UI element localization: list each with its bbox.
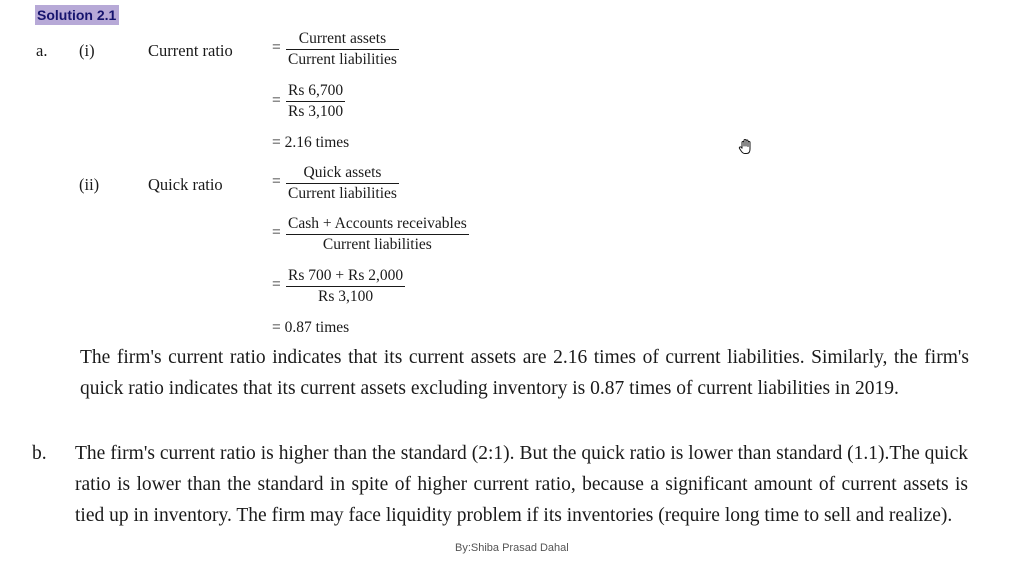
expanded-denominator: Current liabilities <box>322 236 432 253</box>
values-denominator: Rs 3,100 <box>317 288 374 305</box>
equals-sign: = <box>272 276 281 293</box>
part-a-ii-marker: (ii) <box>79 175 100 194</box>
hand-cursor-icon <box>737 138 755 156</box>
fraction-bar <box>286 49 399 50</box>
part-b-marker: b. <box>32 443 47 464</box>
formula-numerator: Quick assets <box>303 164 382 181</box>
current-ratio-label: Current ratio <box>148 41 233 60</box>
current-ratio-result: = 2.16 times <box>272 134 350 151</box>
expanded-numerator: Cash + Accounts receivables <box>288 215 467 232</box>
equals-sign: = <box>272 92 281 109</box>
current-ratio-values <box>286 82 345 121</box>
fraction-bar <box>286 286 405 287</box>
current-ratio-formula <box>286 30 399 69</box>
quick-ratio-label: Quick ratio <box>148 175 223 194</box>
quick-ratio-formula <box>286 164 399 203</box>
fraction-bar <box>286 101 345 102</box>
values-numerator: Rs 700 + Rs 2,000 <box>288 267 404 284</box>
part-b-interpretation: The firm's current ratio is higher than the standard (2:1). But the quick ratio is lower than standard (1.1).The quick ratio is lower than the standard in spite of higher current ratio, because a significant amount of current assets is tied up in inventory. The firm may face liquidity problem if its inventories (require long time to sell and realize). <box>75 443 968 526</box>
quick-ratio-expanded <box>286 215 469 254</box>
quick-ratio-values <box>286 267 405 306</box>
formula-denominator: Current liabilities <box>288 185 397 202</box>
equals-sign: = <box>272 224 281 241</box>
part-a-interpretation: The firm's current ratio indicates that its current assets are 2.16 times of current liabilities. Similarly, the firm's quick ratio indicates that its current assets excluding inventory is 0.87 times of current liabilities in 2019. <box>80 347 969 399</box>
solution-heading: Solution 2.1 <box>35 5 119 25</box>
author-footer: By:Shiba Prasad Dahal <box>455 542 569 554</box>
equals-sign: = <box>272 173 281 190</box>
values-numerator: Rs 6,700 <box>288 82 344 99</box>
part-a-marker: a. <box>36 41 48 60</box>
fraction-bar <box>286 183 399 184</box>
fraction-bar <box>286 234 469 235</box>
formula-denominator: Current liabilities <box>288 51 397 68</box>
equals-sign: = <box>272 39 281 56</box>
part-a-i-marker: (i) <box>79 41 95 60</box>
quick-ratio-result: = 0.87 times <box>272 319 350 336</box>
values-denominator: Rs 3,100 <box>288 103 344 120</box>
formula-numerator: Current assets <box>298 30 387 47</box>
